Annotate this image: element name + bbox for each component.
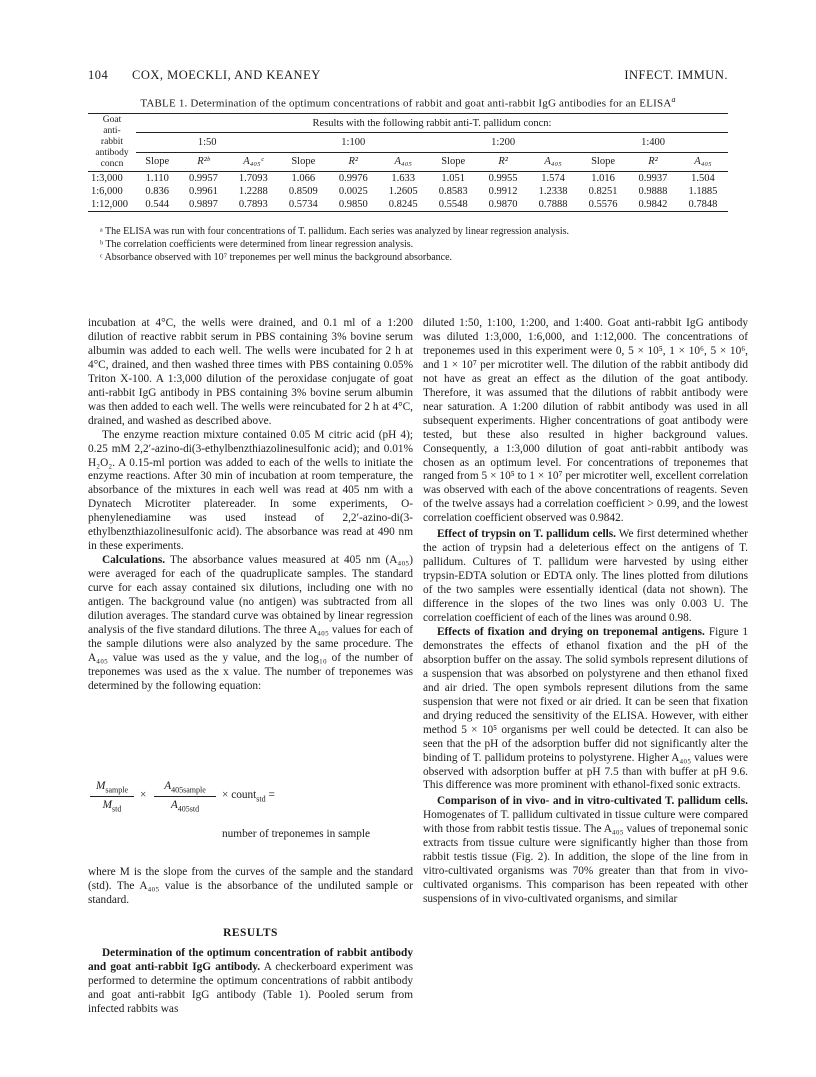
table-cell: 1.7093	[238, 173, 268, 184]
table-cell: 1.016	[591, 173, 615, 184]
comparison-text: Homogenates of T. pallidum cultivated in tissue culture were compared with those from rabbit testis tissue. The A₄₀₅ values of treponemal sonic extracts from tissue culture were significantly higher than those from rabbit testis tissue (Fig. 2). In addition, the slope of the line from in vitro-cultivated organisms was 70% greater than that from in vivo-cultivated organisms. This comparison has been repeated with other suspensions of in vivo-cultivated organisms, and similar	[423, 809, 748, 906]
fixation-paragraph	[423, 626, 748, 793]
table-row	[88, 172, 728, 186]
equation	[88, 780, 413, 860]
eq-times: ×	[140, 789, 147, 801]
table-cell: 0.5734	[278, 198, 328, 212]
col-header: R²	[328, 152, 378, 171]
body-paragraph: diluted 1:50, 1:100, 1:200, and 1:400. Goat anti-rabbit IgG antibody was diluted 1:3,000, 1:6,000, and 1:12,000. The concentrations of treponemes used in this experiment were 0, 5 × 10⁵, 1 × 10⁶, 5 × 10⁶, and 1 × 10⁷ per microtiter well. The dilution of the rabbit antibody did not have as great an effect as the dilution of the goat antibody. Therefore, it was assumed that the dilutions of rabbit antibody were near saturation. A 1:200 dilution of rabbit antibody was used in all subsequent experiments. Higher concentrations of goat antibody were tested, but these also resulted in higher background values. Consequently, a 1:3,000 dilution of goat anti-rabbit antibody was chosen as an optimum level. For concentrations of treponemes that ranged from 5 × 10⁵ to 1 × 10⁷ per microtiter well, excellent correlation was observed with each of the above concentrations of reagents. Seven of the twelve assays had a correlation coefficient > 0.99, and the lowest correlation coefficient observed was 0.9842.	[423, 317, 748, 525]
determination-heading: Determination of the optimum concentration of rabbit antibody and goat anti-rabbit IgG antibody.	[88, 947, 413, 973]
table-cell: 0.9961	[188, 186, 218, 197]
table-cell: 0.9842	[628, 198, 678, 212]
table-cell: 1.1885	[688, 186, 718, 197]
eq-result: number of treponemes in sample	[222, 828, 371, 840]
left-column-upper	[88, 317, 413, 694]
where-paragraph: where M is the slope from the curves of the sample and the standard (std). The A₄₀₅ value is the absorbance of the undiluted sample or standard.	[88, 866, 413, 906]
table-cell: 1.2605	[388, 186, 418, 197]
table-cell: 0.9976	[338, 173, 368, 184]
rabbit-concn-header: 1:400	[578, 133, 728, 152]
col-header: Slope	[278, 152, 328, 171]
trypsin-paragraph	[423, 528, 748, 626]
table-cell: 1.110	[145, 173, 169, 184]
fixation-heading: Effects of fixation and drying on treponemal antigens.	[437, 625, 705, 638]
col-header: A₄₀₅	[378, 152, 428, 171]
page-number: 104	[88, 68, 109, 82]
fixation-text: Figure 1 demonstrates the effects of ethanol fixation and the pH of the absorption buffer on the assay. The solid symbols represent dilutions of a suspension that was absorbed on polystyrene and then ethanol fixed and air dried. The open symbols represent dilutions from the same suspension that were not fixed or air dried. It can be seen that fixation and drying reduced the sensitivity of the ELISA. However, with either method 5 × 10⁵ organisms per well could be detected. It can also be seen that the pH of the adsorption buffer did not significantly alter the binding of T. pallidum proteins to polystyrene. Higher A₄₀₅ values were observed with adsorption buffer at pH 7.5 than with buffer at pH 9.6. This difference was more prominent with ethanol-fixed sonic extracts.	[423, 625, 749, 792]
fraction-1	[90, 780, 134, 814]
table-cell: 0.9955	[488, 173, 518, 184]
table-cell: 1.2288	[238, 186, 268, 197]
col-header: A₄₀₅ᶜ	[228, 152, 278, 171]
stub-line: concn	[100, 159, 124, 169]
table-cell: 1.574	[541, 173, 565, 184]
stub-line: Goat	[102, 115, 122, 125]
table-cell: 1.2338	[538, 186, 568, 197]
eq-subscript: std	[112, 804, 122, 814]
fraction-2	[154, 780, 216, 814]
table-cell: 0.8251	[588, 186, 618, 197]
eq-symbol: M	[95, 780, 106, 792]
eq-subscript: sample	[105, 785, 129, 795]
col-header: A₄₀₅	[528, 152, 578, 171]
table-cell: 0.544	[136, 198, 178, 212]
table-cell: 0.8509	[288, 186, 318, 197]
table-cell: 0.8583	[438, 186, 468, 197]
calculations-text: The absorbance values measured at 405 nm (A₄₀₅) were averaged for each of the quadruplicate samples. The standard curve for each assay contained six dilutions, including one with no antigen. The background value (no antigen) was subtracted from all dilution averages. The standard curve was obtained by linear regression analysis of the five standard dilutions. The three A₄₀₅ values for each of the sample dilutions were also analyzed by the same procedure. The A₄₀₅ value was used as the y value, and the log₁₀ of the number of treponemes was used as the x value. The number of treponemes was determined by the following equation:	[88, 554, 413, 692]
comparison-heading: Comparison of in vivo- and in vitro-cultivated T. pallidum cells.	[437, 795, 748, 808]
table-cell: 1.633	[391, 173, 416, 184]
stub-line: antibody	[95, 148, 129, 158]
table-footnote: ᵇ The correlation coefficients were determined from linear regression analysis.	[100, 239, 414, 250]
fraction-1-den	[90, 797, 134, 813]
table-cell: 0.9850	[328, 198, 378, 212]
table-cell: 1.051	[441, 173, 465, 184]
rabbit-concn-header: 1:50	[136, 133, 278, 152]
table-cell: 0.9870	[478, 198, 528, 212]
eq-subscript: std	[256, 794, 266, 804]
stub-line: anti-	[103, 126, 121, 136]
stub-line: rabbit	[100, 137, 124, 147]
results-heading: RESULTS	[223, 927, 278, 939]
stub-header	[88, 114, 136, 172]
col-header: R²	[478, 152, 528, 171]
eq-symbol: A	[164, 780, 172, 792]
running-authors: COX, MOECKLI, AND KEANEY	[132, 68, 321, 82]
eq-count-text: × count	[222, 789, 257, 801]
eq-symbol: M	[102, 799, 113, 812]
eq-subscript: 405sample	[171, 785, 206, 795]
table-cell: 0.5576	[578, 198, 628, 212]
fraction-2-den	[154, 797, 216, 813]
determination-paragraph	[88, 947, 413, 1017]
table-cell: 0.5548	[428, 198, 478, 212]
running-header	[88, 68, 728, 84]
table-cell: 0.9937	[638, 173, 668, 184]
fraction-1-num	[90, 780, 134, 797]
left-column-results	[88, 947, 413, 1017]
results-table	[88, 113, 728, 212]
table-cell: 0.9912	[488, 186, 518, 197]
table-cell: 1.504	[691, 173, 715, 184]
table-caption-text: TABLE 1. Determination of the optimum concentrations of rabbit and goat anti-rabbit IgG antibodies for an ELISA	[140, 97, 672, 110]
rabbit-concn-header: 1:100	[278, 133, 428, 152]
table-footnote: ᶜ Absorbance observed with 10⁷ treponemes per well minus the background absorbance.	[100, 252, 453, 263]
table-cell: 0.9897	[178, 198, 228, 212]
eq-symbol: A	[170, 799, 178, 812]
calculations-heading: Calculations.	[102, 554, 166, 567]
body-paragraph: The enzyme reaction mixture contained 0.05 M citric acid (pH 4); 0.25 mM 2,2′-azino-di(3-ethylbenzthiazolinesulfonic acid); and 0.01% H₂O₂. A 0.15-ml portion was added to each of the wells to initiate the enzyme reactions. After 30 min of incubation at room temperature, the absorbance of the mixtures in each well was read at 405 nm with a Dynatech Microtiter platereader. In some experiments, O-phenylenediamine was used instead of 2,2′-azino-di(3-ethylbenzthiazolinesulfonic acid). The absorbance was read at 490 nm in these experiments.	[88, 428, 413, 553]
comparison-paragraph	[423, 795, 748, 907]
row-label: 1:3,000	[91, 173, 123, 184]
col-header: Slope	[428, 152, 478, 171]
table-row	[88, 185, 728, 198]
col-header: A₄₀₅	[678, 152, 728, 171]
table-cell: 0.836	[145, 186, 170, 197]
table-row	[88, 198, 728, 212]
col-header: Slope	[136, 152, 178, 171]
trypsin-heading: Effect of trypsin on T. pallidum cells.	[437, 528, 616, 541]
eq-equals: =	[268, 789, 275, 801]
table-cell: 0.9957	[188, 173, 218, 184]
table-caption	[88, 95, 728, 110]
right-column	[423, 317, 748, 907]
determination-text: A checkerboard experiment was performed to determine the optimum concentrations of rabbit antibody and goat anti-rabbit IgG antibody (Table 1). Pooled serum from infected rabbits was	[88, 960, 413, 1015]
table-cell: 1.066	[291, 173, 316, 184]
eq-count	[222, 789, 275, 803]
left-column-lower	[88, 866, 413, 908]
table-cell: 0.0025	[338, 186, 368, 197]
trypsin-text: We first determined whether the action of trypsin had a deleterious effect on the antigens of T. pallidum. Cultures of T. pallidum were harvested by using either trypsin-EDTA solution or EDTA only. The lines plotted from dilutions of the two samples were essentially identical (data not shown). The difference in the slopes of the two lines was only 0.003 U. The correlation coefficient of each of the lines was around 0.98.	[423, 528, 749, 625]
table-footnote: ᵃ The ELISA was run with four concentrations of T. pallidum. Each series was analyzed by linear regression analysis.	[100, 226, 569, 237]
journal-name: INFECT. IMMUN.	[624, 68, 728, 82]
col-header: R²ᵇ	[178, 152, 228, 171]
rabbit-concn-header: 1:200	[428, 133, 578, 152]
table-cell: 0.7888	[528, 198, 578, 212]
eq-subscript: 405std	[177, 804, 200, 814]
spanner-header: Results with the following rabbit anti-T. pallidum concn:	[136, 114, 728, 133]
calculations-paragraph	[88, 554, 413, 694]
table-caption-sup: a	[671, 95, 676, 104]
col-header: Slope	[578, 152, 628, 171]
table-cell: 0.7893	[228, 198, 278, 212]
table-cell: 0.7848	[678, 198, 728, 212]
row-label: 1:12,000	[88, 198, 136, 212]
fraction-2-num	[154, 780, 216, 797]
table-cell: 0.8245	[378, 198, 428, 212]
row-label: 1:6,000	[91, 186, 123, 197]
col-header: R²	[628, 152, 678, 171]
body-paragraph: incubation at 4°C, the wells were drained, and 0.1 ml of a 1:200 dilution of reactive rabbit serum in PBS containing 3% bovine serum albumin was added to each well. The wells were incubated for 2 h at 4°C, drained, and then washed three times with PBS containing 0.05% Triton X-100. A 1:3,000 dilution of the peroxidase conjugate of goat anti-rabbit IgG antibody in PBS containing 3% bovine serum albumin was then added to each well. The wells were reincubated for 2 h at 4°C, drained, and washed as described above.	[88, 317, 413, 427]
table-cell: 0.9888	[638, 186, 668, 197]
